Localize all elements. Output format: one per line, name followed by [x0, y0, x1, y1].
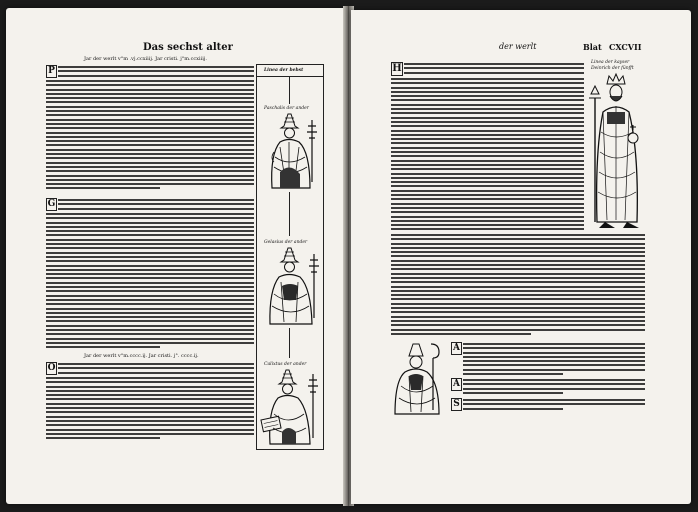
- text-line: [391, 281, 645, 283]
- text-line: [391, 104, 584, 106]
- text-line: [46, 226, 254, 228]
- text-line: [46, 132, 254, 134]
- text-line: [46, 213, 254, 215]
- left-page: [6, 8, 346, 504]
- text-line: [391, 185, 584, 187]
- text-line: [58, 367, 254, 369]
- text-line: [46, 89, 254, 91]
- text-line: [46, 312, 254, 314]
- text-line: [391, 87, 584, 89]
- text-line: [46, 273, 254, 275]
- text-line: [391, 155, 584, 157]
- text-line: [391, 228, 584, 230]
- text-line: [391, 173, 584, 175]
- text-line: [46, 222, 254, 224]
- text-line: [46, 329, 254, 331]
- pope-portrait-1: [260, 112, 320, 190]
- text-line: [46, 290, 254, 292]
- initial-letter-s: S: [451, 398, 462, 411]
- text-line: [404, 72, 584, 74]
- folio-label: Blat: [583, 42, 602, 52]
- text-line: [46, 403, 254, 405]
- initial-letter-a: A: [451, 342, 462, 355]
- text-line: [463, 392, 563, 394]
- text-line: [46, 239, 254, 241]
- text-paragraph-3b: [46, 377, 254, 441]
- text-line: [46, 265, 254, 267]
- text-line: [391, 294, 645, 296]
- text-line: [391, 194, 584, 196]
- text-line: [46, 183, 254, 185]
- text-line: [391, 268, 645, 270]
- text-line: [391, 273, 645, 275]
- text-line: [391, 251, 645, 253]
- text-line: [46, 179, 254, 181]
- text-line: [46, 394, 254, 396]
- text-paragraph-2b: [46, 213, 254, 351]
- emperor-caption-line1: Linea der kayser: [591, 60, 630, 65]
- text-line: [46, 153, 254, 155]
- emperor-caption-line2: Deinrich der fünfft: [591, 66, 634, 71]
- text-line: [58, 372, 254, 374]
- text-line: [463, 369, 645, 371]
- text-line: [46, 256, 254, 258]
- folio-number: CXCVII: [609, 42, 642, 52]
- text-line: [391, 164, 584, 166]
- text-line: [391, 138, 584, 140]
- text-line: [463, 408, 563, 410]
- text-line: [391, 151, 584, 153]
- text-line: [46, 149, 254, 151]
- text-line: [391, 255, 645, 257]
- text-line: [46, 429, 254, 431]
- text-line: [391, 198, 584, 200]
- text-paragraph-r2: [463, 343, 645, 377]
- text-line: [46, 299, 254, 301]
- text-line: [391, 216, 584, 218]
- text-line: [46, 247, 254, 249]
- text-line: [463, 343, 645, 345]
- initial-letter-a2: A: [451, 378, 462, 391]
- text-line: [58, 199, 254, 201]
- text-line: [46, 303, 254, 305]
- text-line: [46, 424, 254, 426]
- text-line: [391, 320, 645, 322]
- text-line: [46, 80, 254, 82]
- text-line: [46, 398, 254, 400]
- text-line: [46, 333, 254, 335]
- text-line: [46, 114, 254, 116]
- text-line: [463, 360, 645, 362]
- pope-portrait-2: [260, 246, 320, 326]
- text-line: [46, 217, 254, 219]
- text-line: [46, 144, 254, 146]
- page-title: Das sechst alter: [143, 42, 233, 53]
- text-line: [391, 234, 645, 236]
- text-line: [391, 82, 584, 84]
- text-paragraph-r1: [404, 63, 584, 76]
- text-line: [58, 66, 254, 68]
- text-line: [391, 316, 645, 318]
- right-page: [351, 10, 691, 504]
- text-line: [46, 316, 254, 318]
- text-line: [391, 160, 584, 162]
- pope-caption-3: Calixtus der ander: [264, 362, 307, 367]
- text-line: [46, 119, 254, 121]
- text-line: [391, 207, 584, 209]
- text-line: [391, 260, 645, 262]
- text-line: [391, 307, 645, 309]
- text-line: [46, 308, 254, 310]
- initial-letter-o: O: [47, 363, 56, 373]
- text-line: [391, 147, 584, 149]
- text-line: [46, 230, 254, 232]
- text-line: [391, 108, 584, 110]
- text-line: [391, 220, 584, 222]
- text-line: [391, 91, 584, 93]
- text-line: [391, 121, 584, 123]
- text-line: [391, 125, 584, 127]
- year-line: Jar der werlt v°m .vj.ccxiiij. Jar cristi. j°m.ccxiiij.: [84, 56, 207, 62]
- text-line: [46, 437, 160, 439]
- text-paragraph-2: [58, 199, 254, 212]
- text-paragraph-r4: [463, 399, 645, 412]
- text-line: [391, 177, 584, 179]
- text-line: [46, 286, 254, 288]
- text-line: [391, 303, 645, 305]
- running-header: der werlt: [499, 42, 537, 51]
- text-line: [46, 320, 254, 322]
- text-line: [46, 157, 254, 159]
- text-line: [404, 67, 584, 69]
- text-line: [58, 75, 254, 77]
- text-paragraph-r1c: [391, 234, 645, 337]
- text-line: [46, 386, 254, 388]
- text-line: [391, 112, 584, 114]
- text-line: [46, 420, 254, 422]
- text-line: [46, 411, 254, 413]
- text-line: [391, 134, 584, 136]
- text-line: [46, 84, 254, 86]
- text-paragraph-3: [58, 363, 254, 376]
- text-line: [46, 243, 254, 245]
- text-line: [46, 93, 254, 95]
- text-line: [46, 433, 254, 435]
- text-line: [58, 203, 254, 205]
- text-line: [391, 190, 584, 192]
- text-paragraph-r1b: [391, 78, 584, 233]
- text-line: [46, 416, 254, 418]
- text-line: [463, 383, 645, 385]
- text-line: [463, 364, 645, 366]
- text-line: [46, 162, 254, 164]
- pope-caption-2: Gelasius der ander: [264, 240, 308, 245]
- text-line: [46, 295, 254, 297]
- text-line: [46, 252, 254, 254]
- text-line: [46, 325, 254, 327]
- text-line: [46, 277, 254, 279]
- pope-portrait-3: [258, 368, 320, 446]
- text-line: [46, 166, 254, 168]
- text-paragraph-1b: [46, 80, 254, 192]
- text-line: [58, 208, 254, 210]
- text-line: [46, 140, 254, 142]
- text-line: [391, 142, 584, 144]
- text-line: [46, 338, 254, 340]
- text-line: [46, 187, 160, 189]
- text-line: [463, 356, 645, 358]
- text-line: [46, 175, 254, 177]
- year-line-2: Jar der werlt v°m.cccc.ij. Jar cristi. j°. cccc.ij.: [84, 353, 199, 359]
- initial-letter-p: P: [46, 65, 57, 78]
- text-line: [391, 78, 584, 80]
- text-line: [46, 123, 254, 125]
- text-line: [46, 136, 254, 138]
- text-line: [46, 381, 254, 383]
- pope-caption-1: Paschalis der ander: [264, 106, 309, 111]
- text-line: [391, 238, 645, 240]
- text-line: [58, 70, 254, 72]
- text-line: [463, 388, 645, 390]
- text-line: [391, 243, 645, 245]
- text-line: [391, 247, 645, 249]
- text-line: [463, 352, 645, 354]
- text-line: [391, 324, 645, 326]
- text-line: [391, 130, 584, 132]
- initial-letter-h: H: [392, 63, 402, 74]
- text-line: [46, 282, 254, 284]
- text-paragraph-r3: [463, 379, 645, 396]
- text-line: [463, 399, 645, 401]
- text-line: [46, 346, 160, 348]
- text-line: [463, 379, 645, 381]
- initial-letter-g: G: [47, 199, 56, 209]
- text-paragraph-1: [58, 66, 254, 79]
- emperor-woodcut: [583, 72, 647, 232]
- text-line: [46, 97, 254, 99]
- text-line: [404, 63, 584, 65]
- text-line: [46, 342, 254, 344]
- text-line: [391, 203, 584, 205]
- text-line: [391, 333, 531, 335]
- text-line: [391, 224, 584, 226]
- text-line: [391, 290, 645, 292]
- text-line: [391, 286, 645, 288]
- text-line: [391, 264, 645, 266]
- text-line: [391, 181, 584, 183]
- text-line: [46, 269, 254, 271]
- text-line: [391, 168, 584, 170]
- text-line: [46, 110, 254, 112]
- text-line: [463, 403, 645, 405]
- text-line: [391, 329, 645, 331]
- text-line: [391, 277, 645, 279]
- text-line: [46, 234, 254, 236]
- text-line: [391, 117, 584, 119]
- text-line: [391, 311, 645, 313]
- text-line: [391, 99, 584, 101]
- text-line: [46, 377, 254, 379]
- text-line: [58, 363, 254, 365]
- text-line: [391, 95, 584, 97]
- text-line: [463, 347, 645, 349]
- lineage-header: Linea der bebst: [264, 68, 304, 73]
- saint-woodcut: [387, 340, 447, 416]
- text-line: [46, 170, 254, 172]
- text-line: [391, 298, 645, 300]
- text-line: [46, 260, 254, 262]
- text-line: [46, 101, 254, 103]
- text-line: [46, 390, 254, 392]
- text-line: [391, 211, 584, 213]
- text-line: [46, 127, 254, 129]
- text-line: [46, 407, 254, 409]
- text-line: [46, 106, 254, 108]
- text-line: [463, 373, 563, 375]
